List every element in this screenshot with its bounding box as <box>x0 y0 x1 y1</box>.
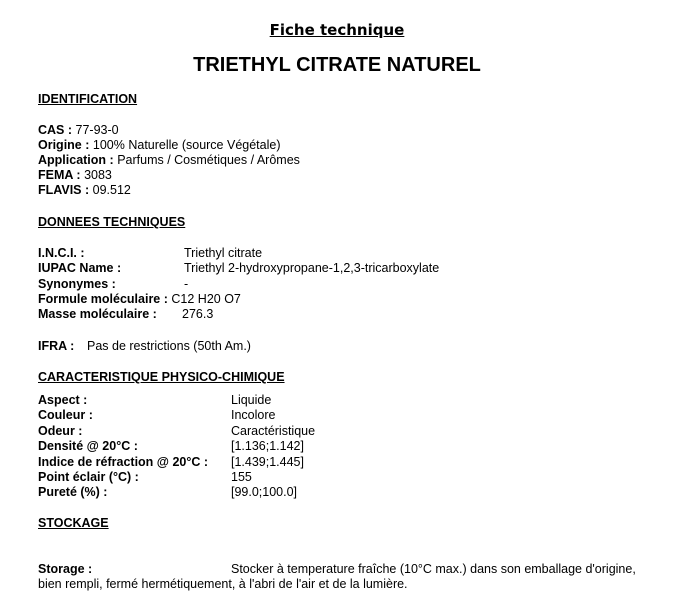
field-label: Odeur : <box>38 424 83 438</box>
storage-value-line1: Stocker à temperature fraîche (10°C max.) dans son emballage d'origine, <box>231 562 636 576</box>
field-value: 276.3 <box>182 307 214 321</box>
field-value: 155 <box>231 470 252 484</box>
identification-row <box>38 138 281 152</box>
field-value: Triethyl 2-hydroxypropane-1,2,3-tricarboxylate <box>184 261 440 275</box>
field-label: Aspect : <box>38 393 88 407</box>
field-value: - <box>184 277 189 291</box>
identification-row <box>38 123 119 137</box>
field-label: Masse moléculaire : <box>38 307 157 321</box>
field-value: [1.439;1.445] <box>231 455 304 469</box>
field-label: CAS : <box>38 123 73 137</box>
field-label: Point éclair (°C) : <box>38 470 139 484</box>
ifra-label: IFRA : <box>38 339 75 353</box>
section-heading-donnees-techniques: DONNEES TECHNIQUES <box>38 215 186 229</box>
field-value: Parfums / Cosmétiques / Arômes <box>117 153 300 167</box>
identification-row <box>38 168 112 182</box>
document-subtitle: Fiche technique <box>269 21 405 39</box>
field-value: Caractéristique <box>231 424 316 438</box>
field-value: Liquide <box>231 393 272 407</box>
section-heading-physico-chimique: CARACTERISTIQUE PHYSICO-CHIMIQUE <box>38 370 285 384</box>
field-value: [1.136;1.142] <box>231 439 304 453</box>
field-value: 3083 <box>84 168 112 182</box>
field-label: IUPAC Name : <box>38 261 122 275</box>
document-title: TRIETHYL CITRATE NATUREL <box>193 54 481 76</box>
field-label: I.N.C.I. : <box>38 246 85 260</box>
field-value: 77-93-0 <box>75 123 119 137</box>
identification-row <box>38 183 131 197</box>
field-label: Densité @ 20°C : <box>38 439 138 453</box>
field-label: Couleur : <box>38 408 93 422</box>
field-label: FEMA : <box>38 168 81 182</box>
section-heading-identification: IDENTIFICATION <box>38 92 138 106</box>
field-label: Pureté (%) : <box>38 485 108 499</box>
storage-value-line2: bien rempli, fermé hermétiquement, à l'abri de l'air et de la lumière. <box>38 577 408 591</box>
identification-row <box>38 153 300 167</box>
ifra-value: Pas de restrictions (50th Am.) <box>87 339 251 353</box>
field-label: FLAVIS : <box>38 183 90 197</box>
field-label: Formule moléculaire : <box>38 292 168 306</box>
field-label: Indice de réfraction @ 20°C : <box>38 455 209 469</box>
field-value: 100% Naturelle (source Végétale) <box>92 138 281 152</box>
field-label: Application : <box>38 153 114 167</box>
field-value: C12 H20 O7 <box>171 292 241 306</box>
field-value: Incolore <box>231 408 276 422</box>
field-value: 09.512 <box>92 183 131 197</box>
donnees-row <box>38 292 241 306</box>
field-value: Triethyl citrate <box>184 246 263 260</box>
field-value: [99.0;100.0] <box>231 485 298 499</box>
field-label: Origine : <box>38 138 90 152</box>
field-label: Synonymes : <box>38 277 116 291</box>
storage-label: Storage : <box>38 562 93 576</box>
section-heading-stockage: STOCKAGE <box>38 516 109 530</box>
